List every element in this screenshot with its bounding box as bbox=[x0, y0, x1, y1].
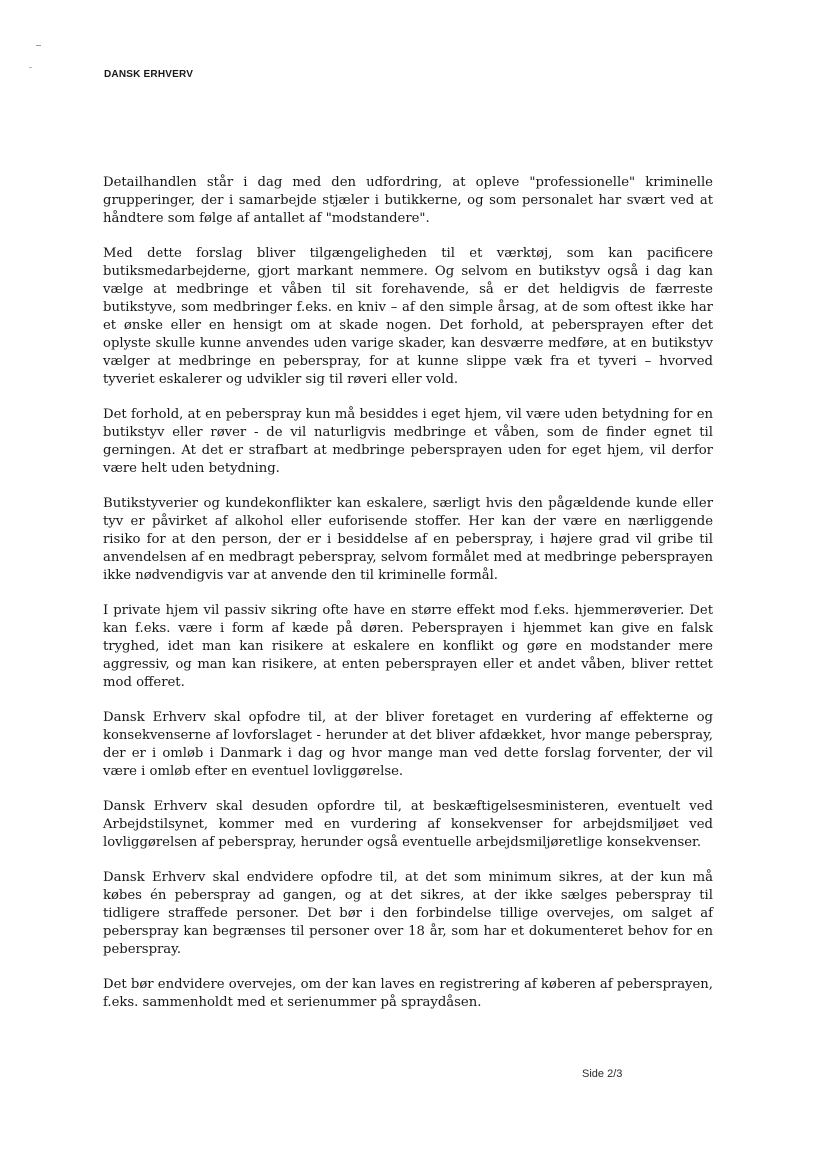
paragraph: Det bør endvidere overvejes, om der kan laves en registrering af køberen af pebersprayen, f.eks. sammenholdt med et serienummer på spraydåsen. bbox=[103, 977, 713, 1010]
scan-artifact bbox=[29, 67, 32, 68]
page-number: Side 2/3 bbox=[582, 1068, 623, 1080]
paragraph: Butikstyverier og kundekonflikter kan eskalere, særligt hvis den pågældende kunde eller tyv er påvirket af alkohol eller euforisende stoffer. Her kan der være en nærliggende risiko for at den person, der er i besiddelse af en peberspray, i højere grad vil gribe til anvendelsen af en medbragt peberspray, selvom formålet med at medbringe pebersprayen ikke nødvendigvis var at anvende den til kriminelle formål. bbox=[103, 496, 713, 583]
paragraph: Detailhandlen står i dag med den udfordring, at opleve "professionelle" kriminelle grupperinger, der i samarbejde stjæler i butikkerne, og som personalet har svært ved at håndtere som følge af antallet af "modstandere". bbox=[103, 175, 713, 226]
letter-body bbox=[103, 174, 713, 1029]
paragraph: Det forhold, at en peberspray kun må besiddes i eget hjem, vil være uden betydning for en butikstyv eller røver - de vil naturligvis medbringe et våben, som de finder egnet til gerningen. At det er strafbart at medbringe pebersprayen uden for eget hjem, vil derfor være helt uden betydning. bbox=[103, 407, 713, 476]
paragraph: Dansk Erhverv skal opfodre til, at der bliver foretaget en vurdering af effekterne og konsekvenserne af lovforslaget - herunder at det bliver afdækket, hvor mange peberspray, der er i omløb i Danmark i dag og hvor mange man ved dette forslag forventer, der vil være i omløb efter en eventuel lovliggørelse. bbox=[103, 710, 713, 779]
scan-artifact bbox=[36, 45, 41, 46]
paragraph: Dansk Erhverv skal endvidere opfodre til, at det som minimum sikres, at der kun må købes én peberspray ad gangen, og at det sikres, at der ikke sælges peberspray til tidligere straffede personer. Det bør i den forbindelse tillige overvejes, om salget af peberspray kan begrænses til personer over 18 år, som har et dokumenteret behov for en peberspray. bbox=[103, 870, 713, 957]
paragraph: Dansk Erhverv skal desuden opfordre til, at beskæftigelsesministeren, eventuelt ved Arbejdstilsynet, kommer med en vurdering af konsekvenser for arbejdsmiljøet ved lovliggørelsen af peberspray, herunder også eventuelle arbejdsmiljøretlige konsekvenser. bbox=[103, 799, 713, 850]
paragraph: Med dette forslag bliver tilgængeligheden til et værktøj, som kan pacificere butiksmedarbejderne, gjort markant nemmere. Og selvom en butikstyv også i dag kan vælge at medbringe et våben til sit forehavende, så er det heldigvis de færreste butikstyve, som medbringer f.eks. en kniv – af den simple årsag, at de som oftest ikke har et ønske eller en hensigt om at skade nogen. Det forhold, at pebersprayen efter det oplyste skulle kunne anvendes uden varige skader, kan desværre medføre, at en butikstyv vælger at medbringe en peberspray, for at kunne slippe væk fra et tyveri – hvorved tyveriet eskalerer og udvikler sig til røveri eller vold. bbox=[103, 246, 713, 387]
paragraph: I private hjem vil passiv sikring ofte have en større effekt mod f.eks. hjemmerøverier. Det kan f.eks. være i form af kæde på døren. Pebersprayen i hjemmet kan give en falsk tryghed, idet man kan risikere at eskalere en konflikt og gøre en modstander mere aggressiv, og man kan risikere, at enten pebersprayen eller et andet våben, bliver rettet mod offeret. bbox=[103, 603, 713, 690]
letterhead-organization: DANSK ERHVERV bbox=[104, 69, 194, 80]
